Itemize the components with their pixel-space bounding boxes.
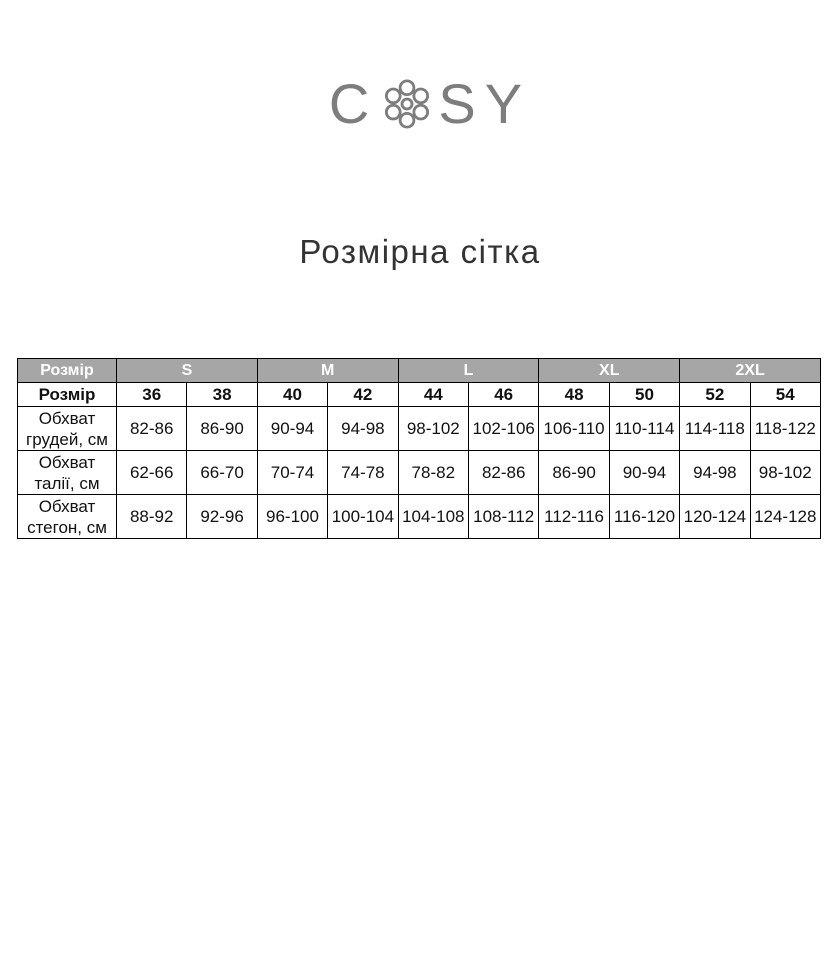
measurement-value: 94-98 [680,451,750,495]
measurement-value: 90-94 [609,451,679,495]
measurement-value: 92-96 [187,495,257,539]
measurement-value: 108-112 [468,495,538,539]
size-value: 44 [398,383,468,407]
size-value: 54 [750,383,820,407]
measurement-value: 110-114 [609,407,679,451]
measurement-value: 88-92 [117,495,187,539]
measurement-value: 96-100 [257,495,327,539]
size-group-s: S [117,359,258,383]
measurement-value: 94-98 [328,407,398,451]
size-group-xl: XL [539,359,680,383]
measurement-value: 104-108 [398,495,468,539]
size-group-2xl: 2XL [680,359,821,383]
size-value: 50 [609,383,679,407]
measurement-value: 62-66 [117,451,187,495]
measurement-row-label: Обхват талії, см [18,451,117,495]
measurement-value: 124-128 [750,495,820,539]
size-value: 48 [539,383,609,407]
measurement-value: 106-110 [539,407,609,451]
measurement-value: 112-116 [539,495,609,539]
measurement-row-hips [18,495,821,539]
sizes-row-label: Розмір [18,383,117,407]
measurement-row-label: Обхват стегон, см [18,495,117,539]
size-group-m: M [257,359,398,383]
measurement-value: 78-82 [398,451,468,495]
measurement-value: 100-104 [328,495,398,539]
size-table-corner-header: Розмір [18,359,117,383]
size-group-l: L [398,359,539,383]
size-table [17,358,821,539]
size-value: 46 [468,383,538,407]
measurement-value: 114-118 [680,407,750,451]
measurement-value: 98-102 [750,451,820,495]
size-table-container [17,358,821,539]
size-value: 40 [257,383,327,407]
brand-logo [10,72,840,135]
measurement-row-waist [18,451,821,495]
size-value: 38 [187,383,257,407]
logo-letters-sy: SY [438,72,532,135]
size-group-header-row [18,359,821,383]
size-value: 36 [117,383,187,407]
page-title: Розмірна сітка [299,233,541,270]
measurement-value: 66-70 [187,451,257,495]
measurement-value: 116-120 [609,495,679,539]
measurement-value: 82-86 [117,407,187,451]
flower-logo-icon [382,77,432,131]
measurement-value: 98-102 [398,407,468,451]
measurement-value: 90-94 [257,407,327,451]
measurement-value: 86-90 [187,407,257,451]
logo-letter-c: C [328,72,379,135]
size-value: 42 [328,383,398,407]
measurement-row-label: Обхват грудей, см [18,407,117,451]
measurement-row-chest [18,407,821,451]
measurement-value: 82-86 [468,451,538,495]
measurement-value: 86-90 [539,451,609,495]
measurement-value: 102-106 [468,407,538,451]
measurement-value: 120-124 [680,495,750,539]
size-value: 52 [680,383,750,407]
measurement-value: 118-122 [750,407,820,451]
measurement-value: 74-78 [328,451,398,495]
measurement-value: 70-74 [257,451,327,495]
numeric-sizes-row [18,383,821,407]
